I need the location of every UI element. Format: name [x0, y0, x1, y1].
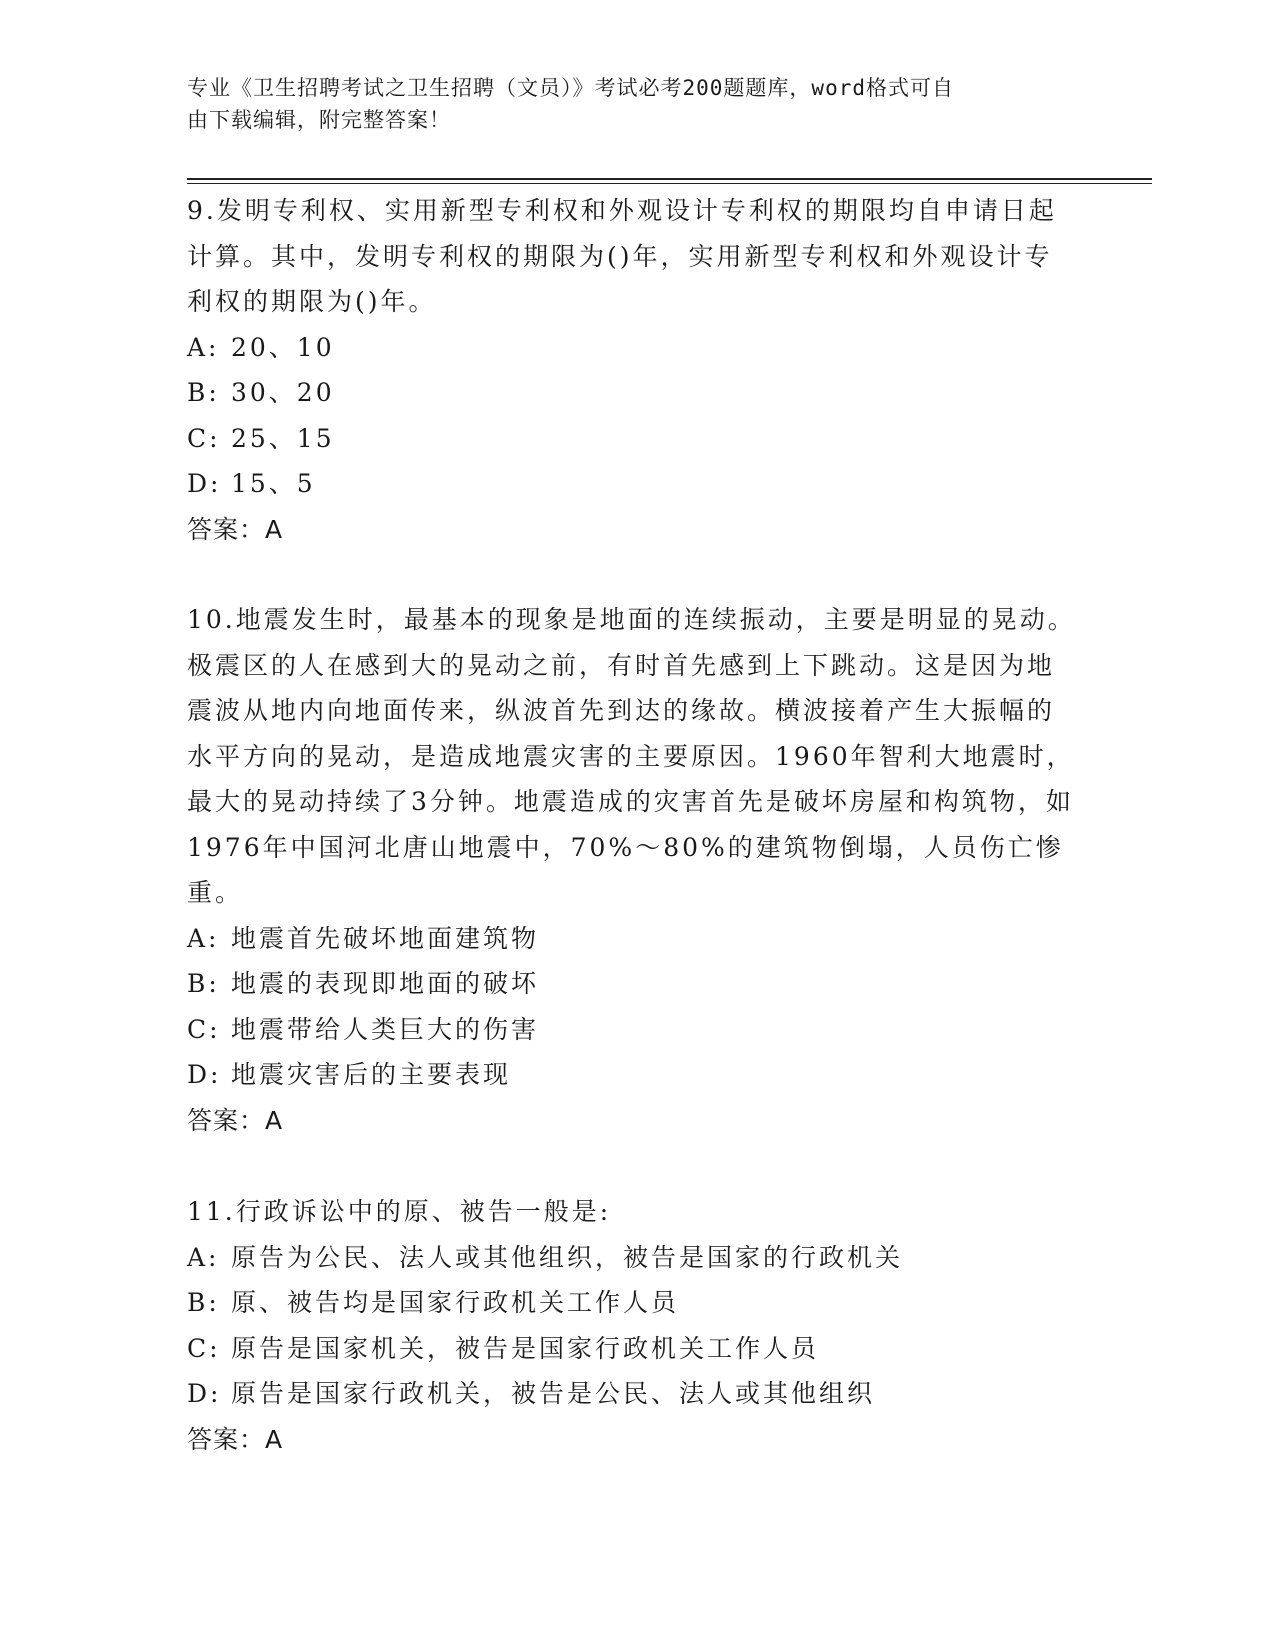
option-c — [187, 416, 1077, 462]
option-key: D: — [187, 1379, 222, 1408]
question-9 — [187, 188, 1077, 552]
option-a — [187, 1235, 1077, 1281]
option-b — [187, 370, 1077, 416]
header-divider-thin — [187, 183, 1152, 184]
option-a — [187, 916, 1077, 962]
option-d — [187, 461, 1077, 507]
option-key: D: — [187, 469, 222, 498]
option-b — [187, 1280, 1077, 1326]
option-text: 地震的表现即地面的破坏 — [231, 969, 540, 998]
option-text: 原告是国家行政机关，被告是公民、法人或其他组织 — [231, 1379, 876, 1408]
answer-line: 答案：A — [187, 1105, 284, 1135]
option-text: 地震首先破坏地面建筑物 — [231, 923, 540, 953]
document-header — [187, 72, 1067, 136]
option-key: B: — [187, 969, 220, 998]
option-c — [187, 1326, 1077, 1372]
option-text: 原、被告均是国家行政机关工作人员 — [231, 1288, 680, 1317]
option-text: 30、20 — [231, 378, 335, 407]
option-c — [187, 1007, 1077, 1053]
option-text: 20、10 — [231, 332, 335, 362]
option-text: 地震带给人类巨大的伤害 — [231, 1014, 540, 1044]
option-key: B: — [187, 1288, 220, 1317]
option-key: C: — [187, 1014, 221, 1044]
option-d — [187, 1052, 1077, 1098]
header-line-1: 专业《卫生招聘考试之卫生招聘（文员）》考试必考200题题库，word格式可自 — [187, 76, 954, 100]
option-key: B: — [187, 378, 220, 407]
question-stem: 11.行政诉讼中的原、被告一般是: — [187, 1197, 612, 1226]
option-key: C: — [187, 423, 221, 453]
option-text: 原告为公民、法人或其他组织，被告是国家的行政机关 — [231, 1242, 904, 1272]
header-line-2: 由下载编辑，附完整答案！ — [187, 108, 451, 132]
question-10 — [187, 597, 1077, 1143]
option-text: 15、5 — [231, 469, 316, 498]
question-stem: 10.地震发生时，最基本的现象是地面的连续振动，主要是明显的晃动。极震区的人在感到大的晃动之前，有时首先感到上下跳动。这是因为地震波从地内向地面传来，纵波首先到达的缘故。横波接着产生大振幅的水平方向的晃动，是造成地震灾害的主要原因。1960年智利大地震时，最大的晃动持续了3分钟。地震造成的灾害首先是破坏房屋和构筑物，如1976年中国河北唐山地震中，70%～80%的建筑物倒塌，人员伤亡惨重。 — [187, 605, 1076, 907]
header-divider-thick — [187, 178, 1152, 180]
option-key: A: — [187, 923, 220, 953]
question-11 — [187, 1189, 1077, 1462]
option-text: 原告是国家机关，被告是国家行政机关工作人员 — [231, 1333, 820, 1363]
option-key: D: — [187, 1060, 222, 1089]
option-key: A: — [187, 1242, 220, 1272]
option-key: A: — [187, 332, 220, 362]
option-key: C: — [187, 1333, 221, 1363]
question-stem: 9.发明专利权、实用新型专利权和外观设计专利权的期限均自申请日起计算。其中，发明专利权的期限为()年，实用新型专利权和外观设计专利权的期限为()年。 — [187, 196, 1057, 316]
option-text: 地震灾害后的主要表现 — [231, 1060, 512, 1089]
option-text: 25、15 — [231, 423, 335, 453]
option-a — [187, 325, 1077, 371]
answer-line: 答案：A — [187, 514, 284, 544]
option-d — [187, 1371, 1077, 1417]
answer-line: 答案：A — [187, 1424, 284, 1454]
option-b — [187, 961, 1077, 1007]
